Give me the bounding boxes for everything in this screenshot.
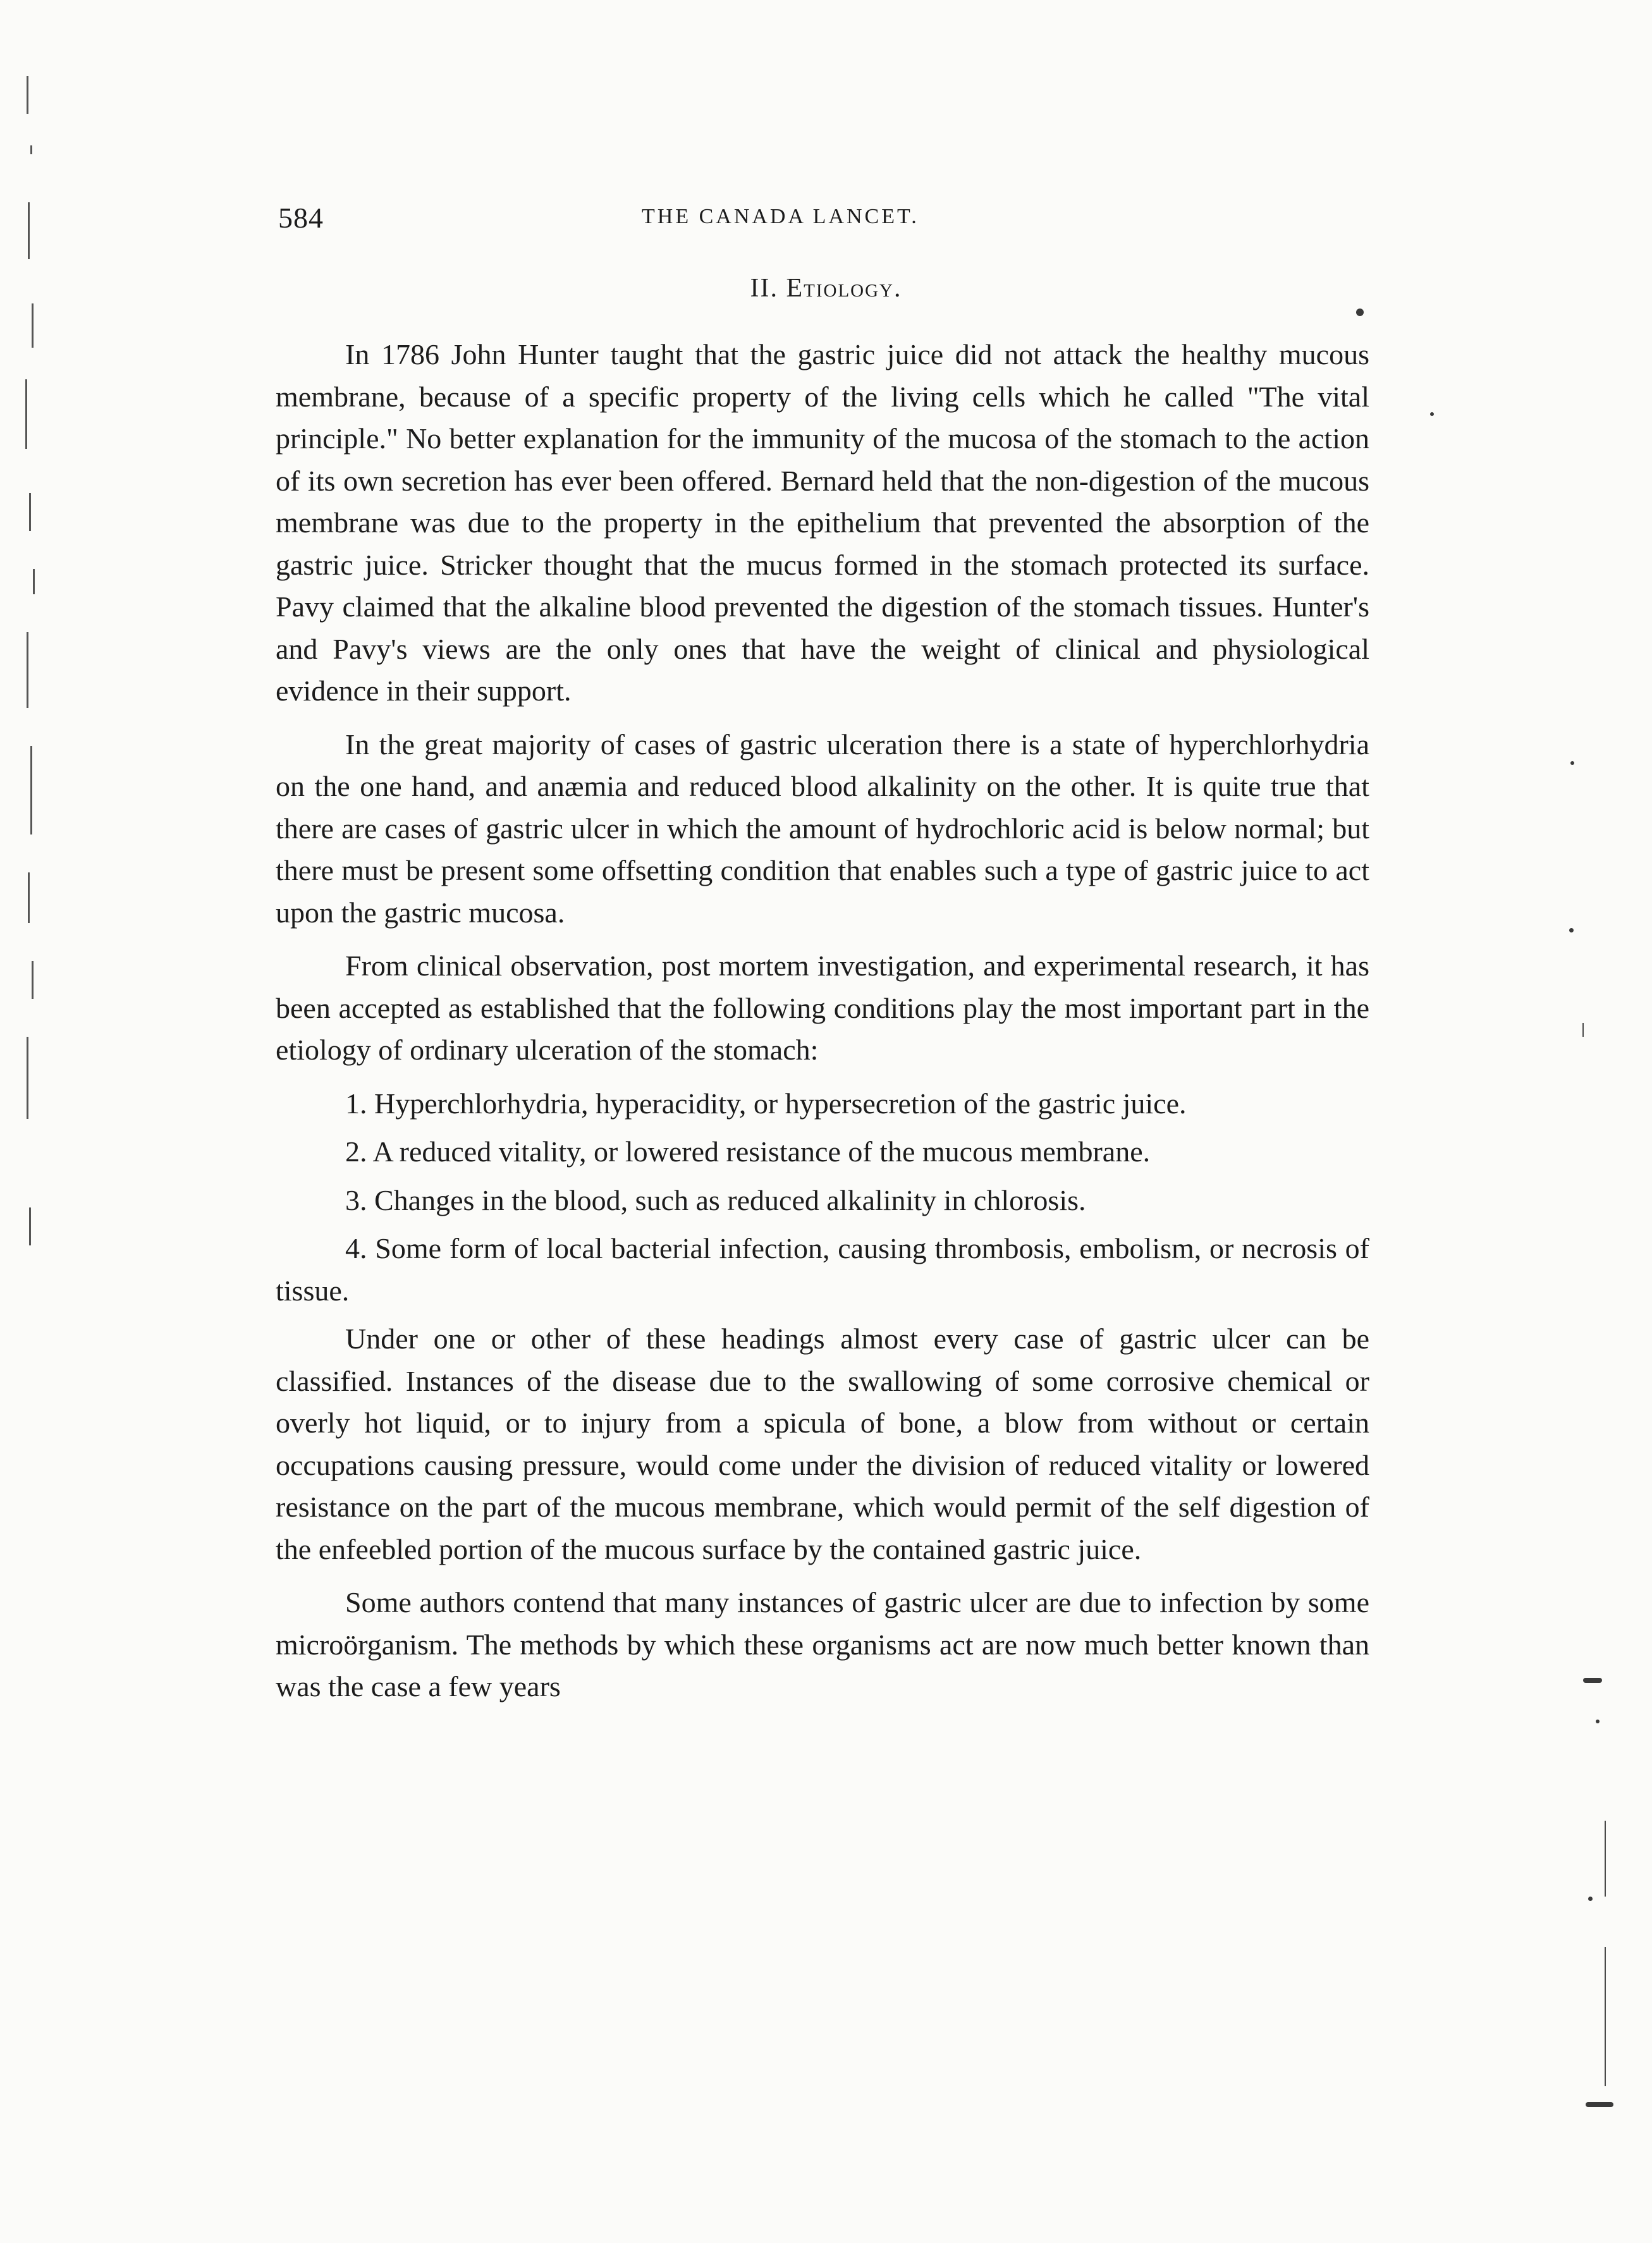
margin-speck (1570, 761, 1574, 765)
section-numeral: II. (750, 274, 778, 303)
list-item-2: 2. A reduced vitality, or lowered resistance of the mucous membrane. (345, 1135, 1151, 1168)
section-heading (0, 273, 1652, 303)
margin-mark (1605, 1947, 1606, 2086)
margin-speck (1588, 1897, 1593, 1901)
binding-edge-marks (19, 51, 44, 1252)
paragraph-4: Under one or other of these headings almost every case of gastric ulcer can be classified. Instances of the disease due to the swallowing of some corrosive chemical or overly hot liquid, or to injury from a spicula of bone, a blow from without or certain occupations causing pressure, would come under the division of reduced vitality or lowered resistance on the part of the mucous membrane, which would permit of the self digestion of the enfeebled portion of the mucous surface by the contained gastric juice. (276, 1323, 1369, 1565)
section-title: Etiology. (786, 274, 902, 303)
page-header (278, 201, 1378, 239)
margin-mark (1582, 1023, 1584, 1037)
list-item-3: 3. Changes in the blood, such as reduced alkalinity in chlorosis. (345, 1183, 1086, 1216)
paragraph-2: In the great majority of cases of gastric ulceration there is a state of hyperchlorhydria on the one hand, and anæmia and reduced blood alkalinity on the other. It is quite true that there are cases of gastric ulcer in which the amount of hydrochloric acid is below normal; but there must be present some offsetting condition that enables such a type of gastric juice to act upon the gastric mucosa. (276, 728, 1369, 929)
article-body (276, 334, 1369, 1720)
paragraph-5: Some authors contend that many instances of gastric ulcer are due to infection by some microörganism. The methods by which these organisms act are now much better known than was the case a few years (276, 1586, 1369, 1702)
margin-speck (1356, 309, 1364, 316)
margin-mark (1605, 1821, 1606, 1897)
paragraph-3: From clinical observation, post mortem investigation, and experimental research, it has been accepted as established that the following conditions play the most important part in the etiology of ordinary ulceration of the stomach: (276, 950, 1369, 1066)
margin-speck (1586, 2102, 1613, 2107)
page-number: 584 (278, 202, 324, 234)
margin-speck (1583, 1678, 1602, 1683)
margin-speck (1430, 412, 1434, 416)
list-item-4: 4. Some form of local bacterial infection, causing thrombosis, embolism, or necrosis of tissue. (276, 1232, 1369, 1307)
margin-speck (1569, 928, 1574, 932)
running-head: THE CANADA LANCET. (642, 205, 919, 228)
margin-speck (1596, 1720, 1600, 1723)
list-item-1: 1. Hyperchlorhydria, hyperacidity, or hypersecretion of the gastric juice. (345, 1087, 1187, 1120)
paragraph-1: In 1786 John Hunter taught that the gastric juice did not attack the healthy mucous membrane, because of a specific property of the living cells which he called "The vital principle." No better explanation for the immunity of the mucosa of the stomach to the action of its own secretion has ever been offered. Bernard held that the non-digestion of the mucous membrane was due to the property in the epithelium that prevented the absorption of the gastric juice. Stricker thought that the mucus formed in the stomach protected its surface. Pavy claimed that the alkaline blood prevented the digestion of the stomach tissues. Hunter's and Pavy's views are the only ones that have the weight of clinical and physiological evidence in their support. (276, 338, 1369, 707)
